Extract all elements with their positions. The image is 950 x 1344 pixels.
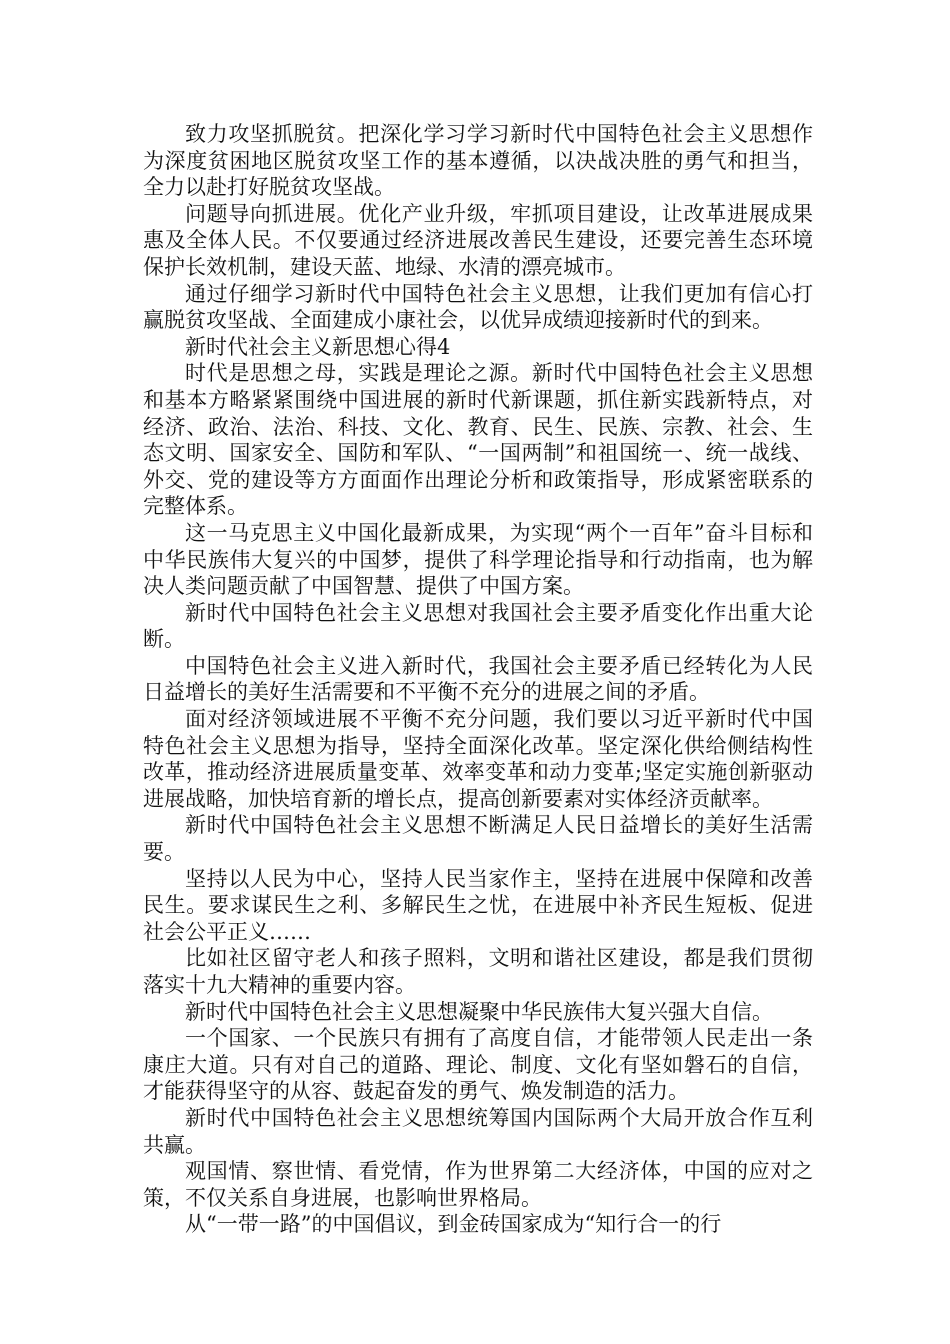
paragraph: 坚持以人民为中心，坚持人民当家作主，坚持在进展中保障和改善民生。要求谋民生之利、多解民生之忧，在进展中补齐民生短板、促进社会公平正义……	[143, 866, 813, 944]
document-body	[143, 121, 813, 1238]
paragraph: 中国特色社会主义进入新时代，我国社会主要矛盾已经转化为人民日益增长的美好生活需要和不平衡不充分的进展之间的矛盾。	[143, 653, 813, 705]
paragraph: 新时代中国特色社会主义思想对我国社会主要矛盾变化作出重大论断。	[143, 600, 813, 652]
paragraph: 新时代中国特色社会主义思想不断满足人民日益增长的美好生活需要。	[143, 813, 813, 865]
paragraph: 新时代中国特色社会主义思想统筹国内国际两个大局开放合作互利共赢。	[143, 1105, 813, 1157]
paragraph: 问题导向抓进展。优化产业升级，牢抓项目建设，让改革进展成果惠及全体人民。不仅要通过经济进展改善民生建设，还要完善生态环境保护长效机制，建设天蓝、地绿、水清的漂亮城市。	[143, 201, 813, 279]
paragraph: 比如社区留守老人和孩子照料，文明和谐社区建设，都是我们贯彻落实十九大精神的重要内容。	[143, 946, 813, 997]
paragraph: 致力攻坚抓脱贫。把深化学习学习新时代中国特色社会主义思想作为深度贫困地区脱贫攻坚工作的基本遵循，以决战决胜的勇气和担当，全力以赴打好脱贫攻坚战。	[143, 122, 813, 200]
paragraph: 面对经济领域进展不平衡不充分问题，我们要以习近平新时代中国特色社会主义思想为指导，坚持全面深化改革。坚定深化供给侧结构性改革，推动经济进展质量变革、效率变革和动力变革;坚定实施创新驱动进展战略，加快培育新的增长点，提高创新要素对实体经济贡献率。	[143, 707, 813, 811]
section-heading: 新时代社会主义新思想心得4	[185, 334, 451, 359]
paragraph: 新时代中国特色社会主义思想凝聚中华民族伟大复兴强大自信。	[185, 999, 773, 1024]
paragraph: 观国情、察世情、看党情，作为世界第二大经济体，中国的应对之策，不仅关系自身进展，也影响世界格局。	[143, 1159, 813, 1210]
paragraph: 时代是思想之母，实践是理论之源。新时代中国特色社会主义思想和基本方略紧紧围绕中国进展的新时代新课题，抓住新实践新特点，对经济、政治、法治、科技、文化、教育、民生、民族、宗教、社会、生态文明、国家安全、国防和军队、“一国两制”和祖国统一、统一战线、外交、党的建设等方方面面作出理论分析和政策指导，形成紧密联系的完整体系。	[143, 361, 813, 519]
paragraph: 通过仔细学习新时代中国特色社会主义思想，让我们更加有信心打赢脱贫攻坚战、全面建成小康社会，以优异成绩迎接新时代的到来。	[143, 281, 813, 333]
paragraph: 一个国家、一个民族只有拥有了高度自信，才能带领人民走出一条康庄大道。只有对自己的道路、理论、制度、文化有坚如磐石的自信，才能获得坚守的从容、鼓起奋发的勇气、焕发制造的活力。	[143, 1026, 813, 1104]
paragraph: 这一马克思主义中国化最新成果，为实现“两个一百年”奋斗目标和中华民族伟大复兴的中国梦，提供了科学理论指导和行动指南，也为解决人类问题贡献了中国智慧、提供了中国方案。	[143, 520, 813, 599]
paragraph: 从“一带一路”的中国倡议，到金砖国家成为“知行合一的行	[185, 1212, 722, 1237]
